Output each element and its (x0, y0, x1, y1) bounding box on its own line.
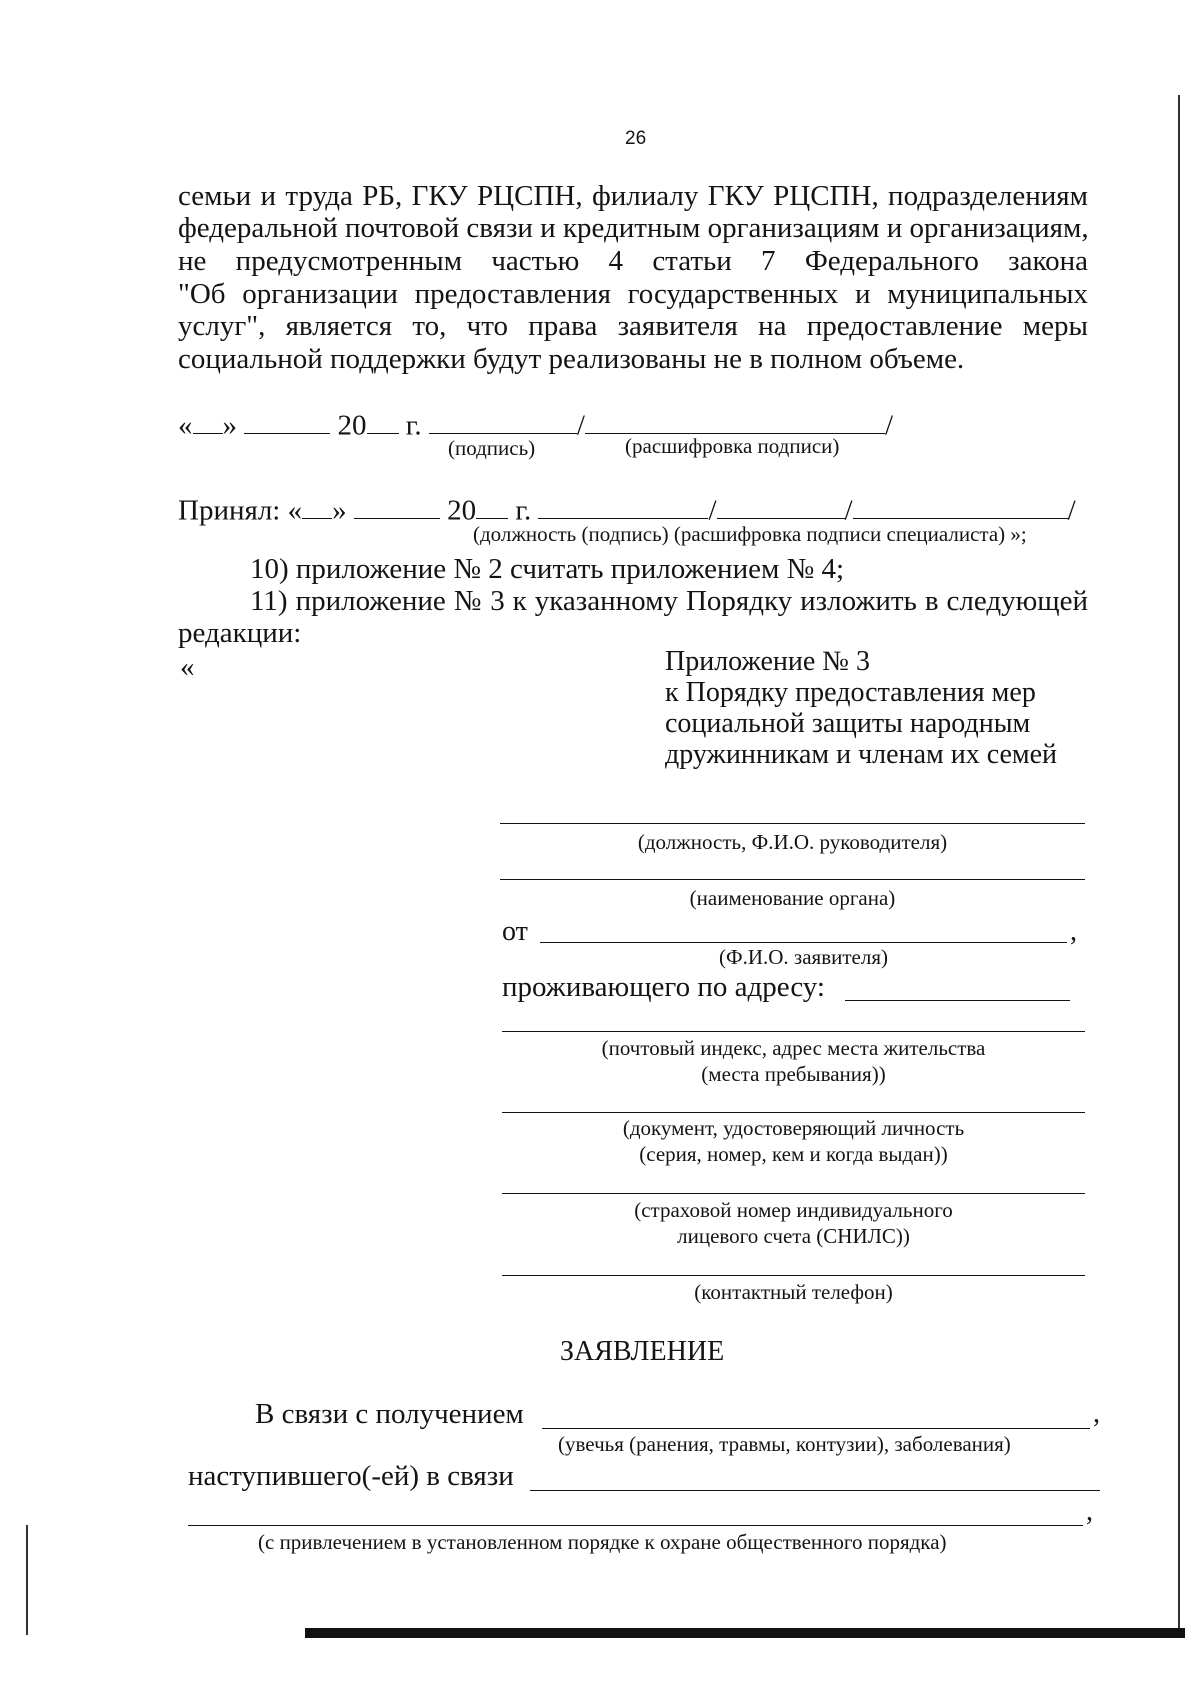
year-prefix: 20 (447, 494, 477, 527)
intro-line-2: федеральной почтовой связи и кредитным организациям и организациям, (178, 212, 1089, 244)
accepted-label: Принял: (178, 494, 281, 527)
statement-line-1-label: В связи с получением (255, 1398, 524, 1430)
caption-organ: (наименование органа) (689, 886, 896, 910)
appendix-line-4: дружинникам и членам их семей (665, 739, 1058, 770)
duty-field-line-2[interactable] (188, 1525, 1083, 1526)
item-11-line-1: 11) приложение № 3 к указанному Порядку изложить в следующей (250, 585, 1088, 617)
slash: / (576, 409, 585, 442)
scan-edge-right (1178, 95, 1180, 1635)
statement-title: ЗАЯВЛЕНИЕ (560, 1336, 725, 1367)
caption-duty: (с привлечением в установленном порядке к охране общественного порядка) (258, 1530, 947, 1554)
slash: / (884, 409, 893, 442)
year-suffix: г. (515, 494, 532, 527)
head-field-line[interactable] (500, 823, 1085, 824)
slash: / (844, 494, 853, 527)
page-number: 26 (625, 128, 647, 149)
signature-blank[interactable] (429, 403, 577, 434)
caption-snils-1: (страховой номер индивидуального (634, 1198, 953, 1222)
quote-close: » (222, 409, 237, 442)
slash: / (708, 494, 717, 527)
caption-address-1: (почтовый индекс, адрес места жительства (601, 1036, 986, 1060)
day-blank[interactable] (302, 488, 332, 519)
statement-line-2-label: наступившего(-ей) в связи (188, 1460, 514, 1492)
injury-field-line[interactable] (542, 1428, 1090, 1429)
duty-comma: , (1086, 1496, 1093, 1527)
intro-line-6: социальной поддержки будут реализованы не в полном объеме. (178, 343, 965, 375)
caption-document-1: (документ, удостоверяющий личность (622, 1116, 965, 1140)
scan-edge-left (26, 1525, 28, 1635)
snils-field-line[interactable] (502, 1193, 1085, 1194)
fio-comma: , (1070, 916, 1077, 947)
phone-field-line[interactable] (502, 1275, 1085, 1276)
year-blank[interactable] (476, 488, 508, 519)
day-blank[interactable] (193, 403, 223, 434)
quote-open: « (287, 494, 303, 527)
organ-field-line[interactable] (500, 879, 1085, 880)
month-blank[interactable] (244, 403, 330, 434)
address-field-line[interactable] (502, 1031, 1085, 1032)
caption-accepted: (должность (подпись) (расшифровка подписи специалиста) »; (473, 522, 1027, 546)
item-11-line-2: редакции: (178, 617, 302, 649)
decoding-blank[interactable] (585, 403, 885, 434)
appendix-line-3: социальной защиты народным (665, 708, 1031, 739)
position-blank[interactable] (538, 488, 708, 519)
caption-phone: (контактный телефон) (694, 1280, 893, 1304)
intro-line-3: не предусмотренным частью 4 статьи 7 Федерального закона (178, 245, 1088, 277)
caption-address-2: (места пребывания)) (701, 1062, 886, 1086)
intro-line-4: "Об организации предоставления государственных и муниципальных (178, 278, 1088, 310)
document-field-line[interactable] (502, 1112, 1085, 1113)
caption-document-2: (серия, номер, кем и когда выдан)) (639, 1142, 948, 1166)
year-prefix: 20 (337, 409, 367, 442)
appendix-line-1: Приложение № 3 (665, 646, 870, 677)
duty-field-line-1[interactable] (530, 1490, 1100, 1491)
address-label: проживающего по адресу: (502, 971, 825, 1003)
year-blank[interactable] (367, 403, 399, 434)
fio-field-line[interactable] (540, 942, 1067, 943)
caption-snils-2: лицевого счета (СНИЛС)) (677, 1224, 910, 1248)
open-quote: « (180, 651, 195, 683)
address-inline-line[interactable] (845, 1000, 1070, 1001)
intro-line-5: услуг", является то, что права заявителя на предоставление меры (178, 310, 1088, 342)
year-suffix: г. (405, 409, 422, 442)
intro-line-1: семьи и труда РБ, ГКУ РЦСПН, филиалу ГКУ РЦСПН, подразделениям (178, 180, 1088, 212)
scan-bottom-bar (305, 1628, 1185, 1638)
month-blank[interactable] (354, 488, 440, 519)
caption-signature: (подпись) (448, 436, 536, 460)
caption-decoding: (расшифровка подписи) (625, 434, 840, 458)
from-label: от (502, 916, 528, 947)
item-10: 10) приложение № 2 считать приложением № 4; (250, 553, 845, 585)
caption-head: (должность, Ф.И.О. руководителя) (637, 830, 948, 854)
injury-comma: , (1093, 1398, 1100, 1429)
signature-blank[interactable] (717, 488, 845, 519)
decoding-blank[interactable] (853, 488, 1068, 519)
quote-open: « (178, 409, 193, 442)
caption-injury: (увечья (ранения, травмы, контузии), заболевания) (558, 1432, 1011, 1456)
appendix-line-2: к Порядку предоставления мер (665, 677, 1036, 708)
caption-fio: (Ф.И.О. заявителя) (719, 945, 888, 969)
quote-close: » (332, 494, 347, 527)
slash: / (1067, 494, 1076, 527)
